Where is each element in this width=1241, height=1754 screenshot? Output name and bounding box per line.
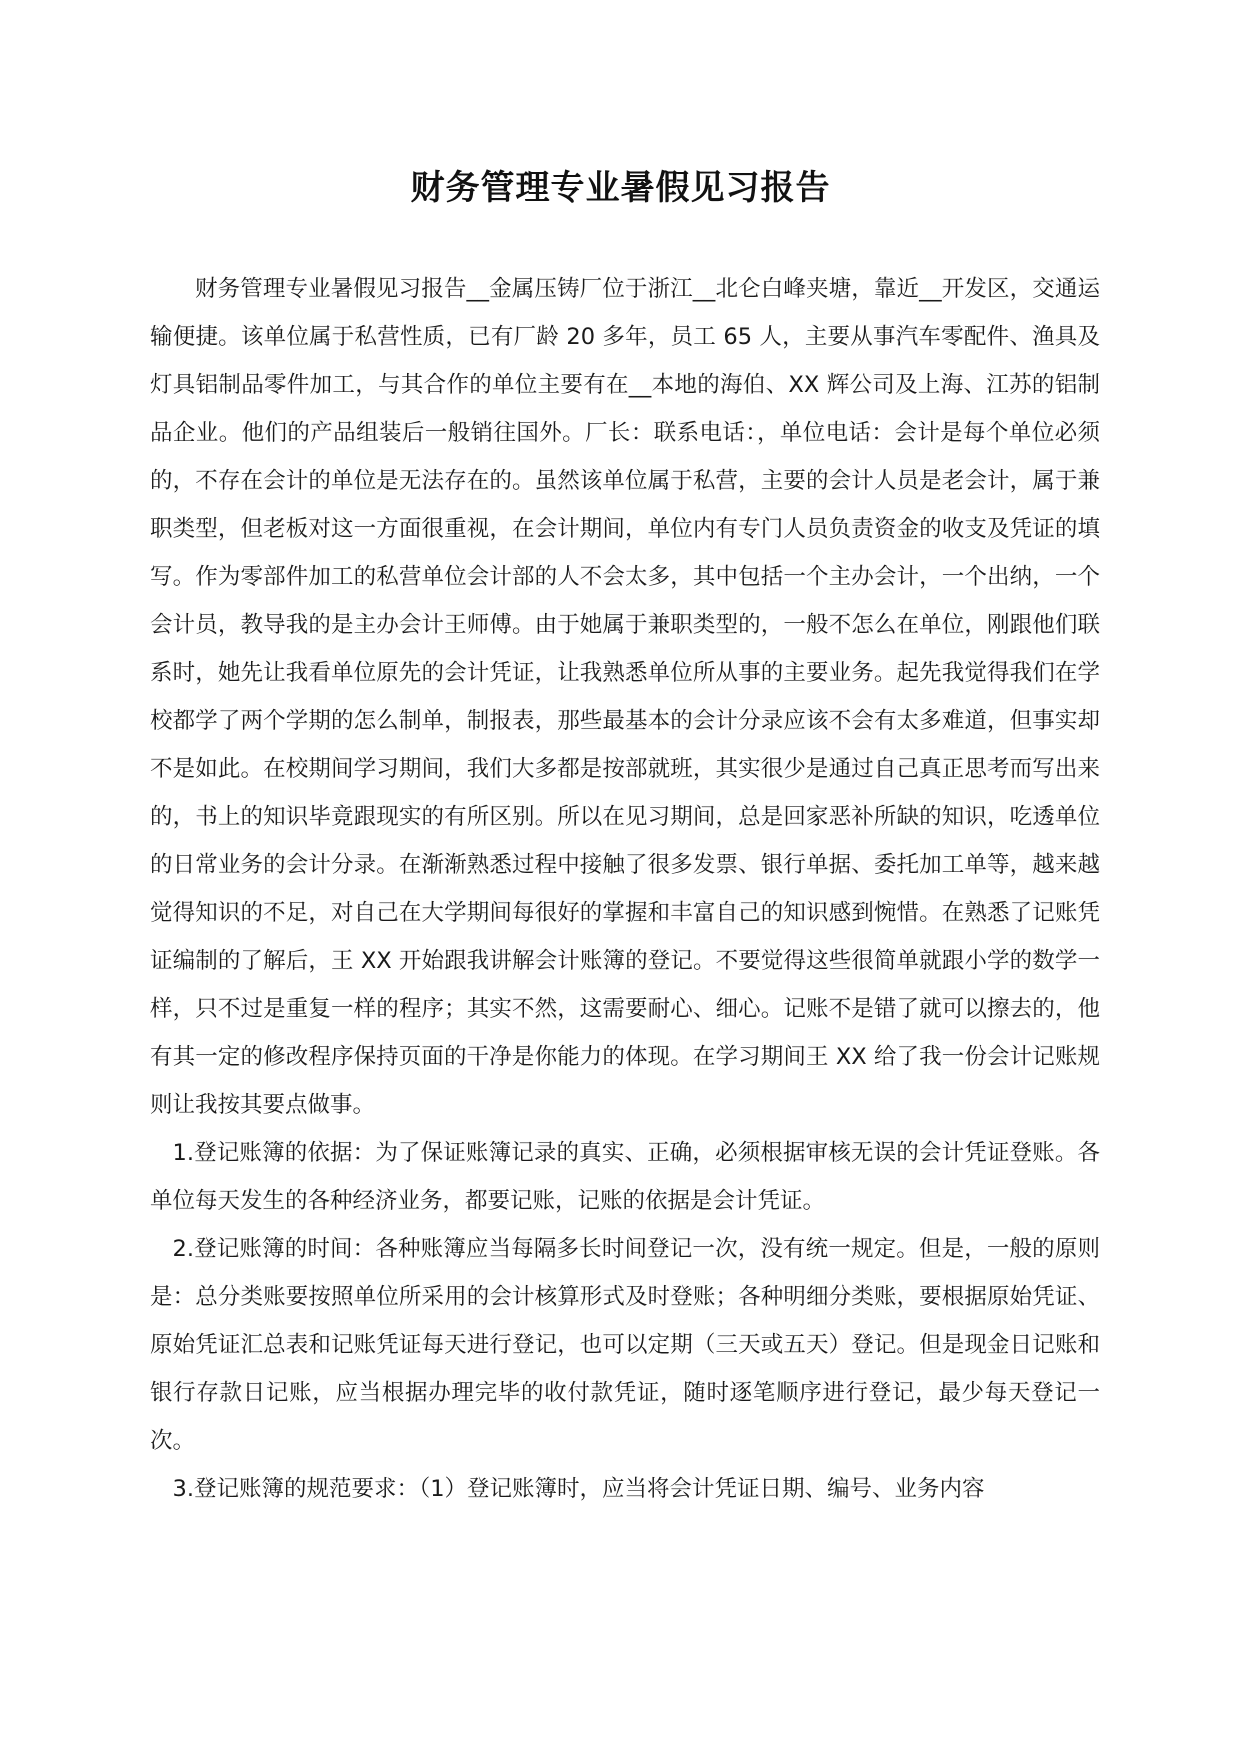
body-paragraph-item-2: 2.登记账簿的时间：各种账簿应当每隔多长时间登记一次，没有统一规定。但是，一般的原则是：总分类账要按照单位所采用的会计核算形式及时登账；各种明细分类账，要根据原始凭证、原始凭证汇总表和记账凭证每天进行登记，也可以定期（三天或五天）登记。但是现金日记账和银行存款日记账，应当根据办理完毕的收付款凭证，随时逐笔顺序进行登记，最少每天登记一次。 (150, 1236, 1100, 1454)
body-paragraph-intro: 财务管理专业暑假见习报告__金属压铸厂位于浙江__北仑白峰夹塘，靠近__开发区，交通运输便捷。该单位属于私营性质，已有厂龄 20 多年，员工 65 人，主要从事汽车零配件、渔具及灯具铝制品零件加工，与其合作的单位主要有在__本地的海伯、XX 辉公司及上海、江苏的铝制品企业。他们的产品组装后一般销往国外。厂长：联系电话：，单位电话：会计是每个单位必须的，不存在会计的单位是无法存在的。虽然该单位属于私营，主要的会计人员是老会计，属于兼职类型，但老板对这一方面很重视，在会计期间，单位内有专门人员负责资金的收支及凭证的填写。作为零部件加工的私营单位会计部的人不会太多，其中包括一个主办会计，一个出纳，一个会计员，教导我的是主办会计王师傅。由于她属于兼职类型的，一般不怎么在单位，刚跟他们联系时，她先让我看单位原先的会计凭证，让我熟悉单位所从事的主要业务。起先我觉得我们在学校都学了两个学期的怎么制单，制报表，那些最基本的会计分录应该不会有太多难道，但事实却不是如此。在校期间学习期间，我们大多都是按部就班，其实很少是通过自己真正思考而写出来的，书上的知识毕竟跟现实的有所区别。所以在见习期间，总是回家恶补所缺的知识，吃透单位的日常业务的会计分录。在渐渐熟悉过程中接触了很多发票、银行单据、委托加工单等，越来越觉得知识的不足，对自己在大学期间每很好的掌握和丰富自己的知识感到惋惜。在熟悉了记账凭证编制的了解后，王 XX 开始跟我讲解会计账簿的登记。不要觉得这些很简单就跟小学的数学一样，只不过是重复一样的程序；其实不然，这需要耐心、细心。记账不是错了就可以擦去的，他有其一定的修改程序保持页面的干净是你能力的体现。在学习期间王 XX 给了我一份会计记账规则让我按其要点做事。 (150, 276, 1100, 1118)
document-title: 财务管理专业暑假见习报告 (410, 168, 831, 208)
body-paragraph-item-1: 1.登记账簿的依据：为了保证账簿记录的真实、正确，必须根据审核无误的会计凭证登账。各单位每天发生的各种经济业务，都要记账，记账的依据是会计凭证。 (150, 1140, 1100, 1214)
document-body (150, 265, 1100, 1513)
body-paragraph-item-3: 3.登记账簿的规范要求：（1）登记账簿时，应当将会计凭证日期、编号、业务内容 (172, 1476, 985, 1502)
